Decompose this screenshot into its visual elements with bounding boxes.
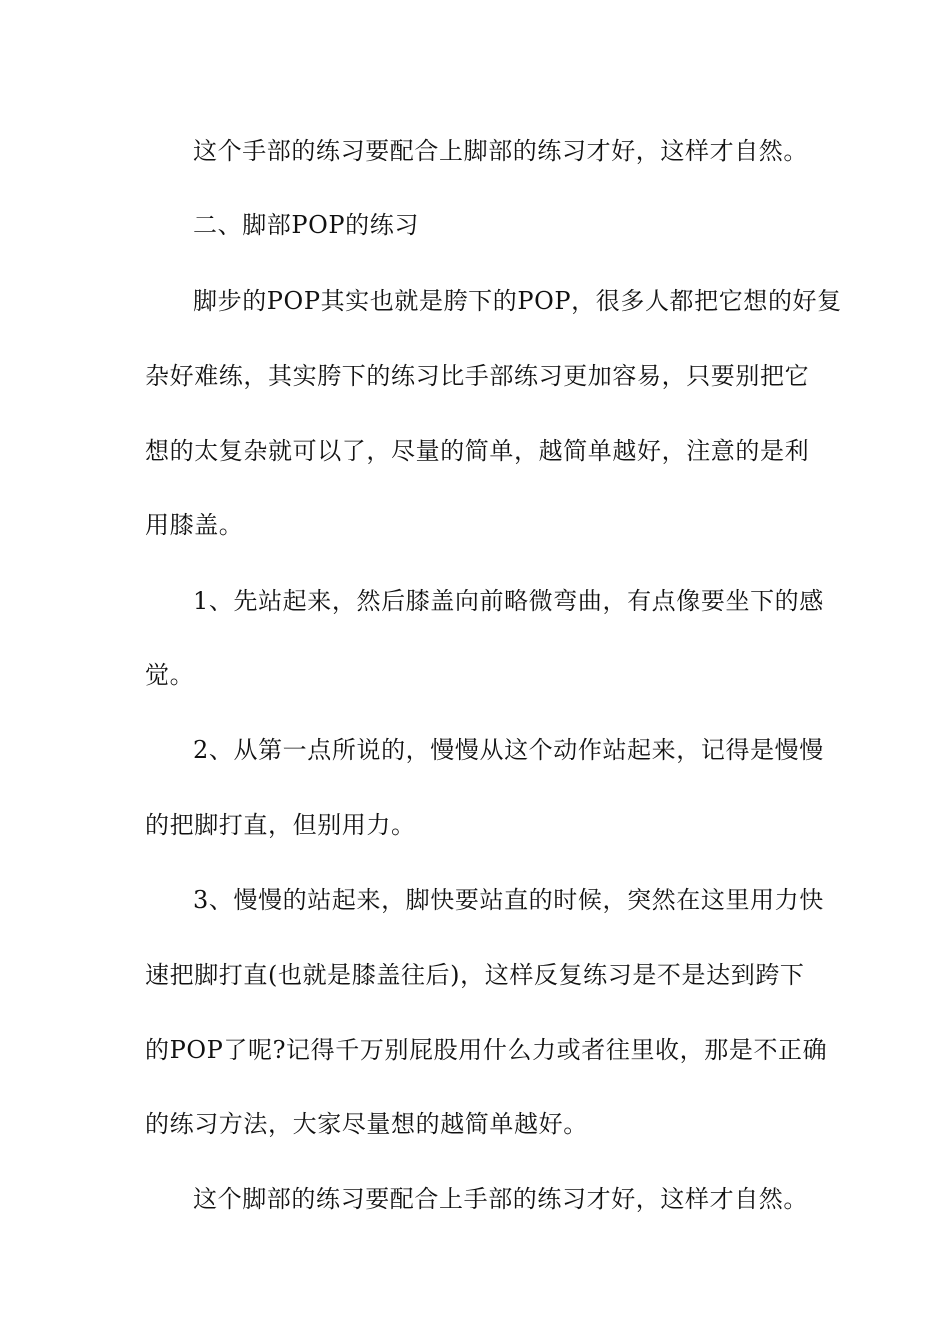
step-2-line-2: 的把脚打直，但别用力。 — [145, 811, 416, 839]
step-1-line-2: 觉。 — [145, 661, 195, 689]
step-3-line-3: 的POP了呢?记得千万别屁股用什么力或者往里收，那是不正确 — [145, 1036, 828, 1064]
paragraph-hand-practice-note: 这个手部的练习要配合上脚部的练习才好，这样才自然。 — [193, 137, 808, 165]
paragraph-intro-line-3: 想的太复杂就可以了，尽量的简单，越简单越好，注意的是利 — [145, 437, 810, 465]
paragraph-intro-line-2: 杂好难练，其实胯下的练习比手部练习更加容易，只要别把它 — [145, 362, 810, 390]
step-3-line-4: 的练习方法，大家尽量想的越简单越好。 — [145, 1110, 588, 1138]
section-heading-foot-pop: 二、脚部POP的练习 — [193, 211, 419, 239]
step-3-line-2: 速把脚打直(也就是膝盖往后)，这样反复练习是不是达到跨下 — [145, 961, 805, 989]
paragraph-intro-line-4: 用膝盖。 — [145, 511, 244, 539]
step-2-line-1: 2、从第一点所说的，慢慢从这个动作站起来，记得是慢慢 — [193, 736, 824, 764]
step-1-line-1: 1、先站起来，然后膝盖向前略微弯曲，有点像要坐下的感 — [193, 587, 824, 615]
step-3-line-1: 3、慢慢的站起来，脚快要站直的时候，突然在这里用力快 — [193, 886, 824, 914]
paragraph-intro-line-1: 脚步的POP其实也就是胯下的POP，很多人都把它想的好复 — [193, 287, 842, 315]
paragraph-foot-practice-note: 这个脚部的练习要配合上手部的练习才好，这样才自然。 — [193, 1185, 808, 1213]
